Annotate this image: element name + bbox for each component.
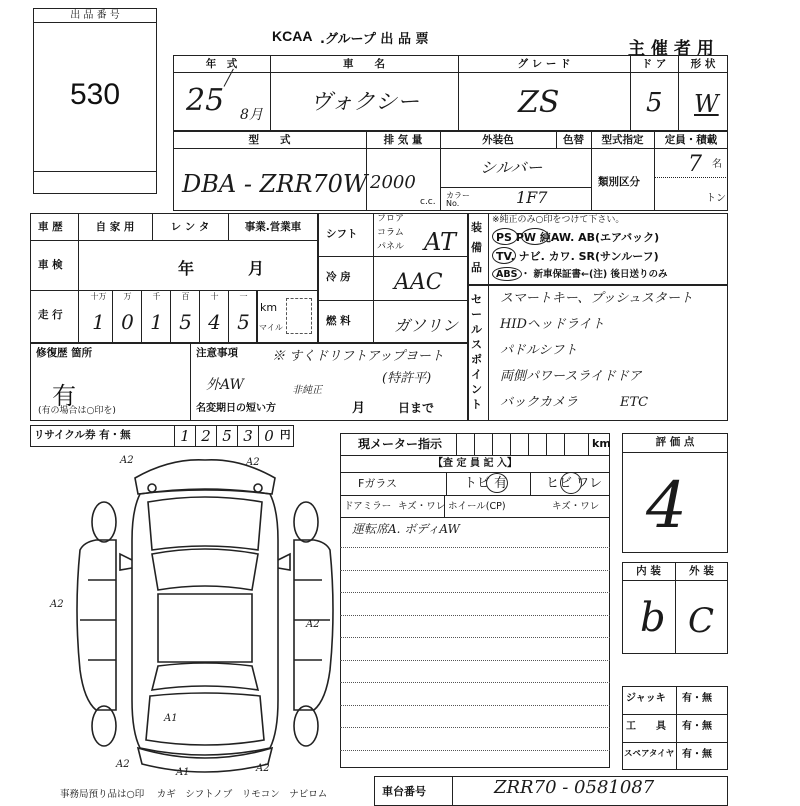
interior-label: 内 装 (636, 565, 661, 577)
mileage-digit: 0 (121, 310, 134, 334)
glass-chip[interactable]: トビ 有 (464, 476, 508, 491)
sales-point-item: 両側パワースライドドア (500, 369, 642, 384)
diagram-mark-5: A2 (116, 759, 130, 770)
name-change-day: 日まで (398, 401, 435, 415)
displacement-value: 2000 (370, 172, 416, 193)
car-left-door-line (80, 580, 116, 660)
month-value: 8月 (240, 107, 263, 123)
comment-line (340, 682, 610, 683)
notes-line1: ※ すくドリフトアップヨート (272, 349, 444, 364)
tools-label: 工 具 (626, 721, 666, 732)
car-mirror-left (120, 554, 132, 570)
car-left-side (77, 540, 116, 710)
inspection-month: 月 (248, 259, 265, 278)
doors-value: 5 (646, 88, 663, 118)
diagram-mark-6: A2 (256, 763, 270, 774)
sales-point-item: HIDヘッドライト (500, 317, 605, 332)
shift-panel[interactable]: パネル (377, 242, 405, 252)
mileage-digit: 5 (237, 310, 250, 334)
history-option-private[interactable]: 自 家 用 (95, 221, 135, 233)
name-change-month: 月 (352, 401, 366, 416)
comment-line (340, 615, 610, 616)
comment-line (340, 547, 610, 548)
shape-label: 形 状 (690, 58, 716, 70)
car-headlight-right (254, 484, 262, 492)
car-wheel-rear-left (92, 706, 116, 746)
color-no-value: 1F7 (516, 188, 548, 207)
score-value: 4 (646, 469, 687, 543)
model-value: DBA - ZRR70W (182, 170, 368, 198)
equipment-line2: TV. ナビ. カワ. SR(サンルーフ) (496, 250, 659, 263)
equipment-line1: PS PW 純AW. AB(エアバック) (496, 231, 660, 244)
notes-line2: (特許平) (382, 371, 432, 386)
wheel-status[interactable]: キズ・ワレ (552, 501, 600, 512)
comment-line (340, 637, 610, 638)
diagram-mark-7: A1 (164, 713, 178, 724)
lot-bottom-box (33, 172, 157, 194)
meter-km: km (592, 437, 611, 450)
car-diagram (40, 450, 340, 790)
mileage-digit-cell (113, 290, 142, 343)
car-wheel-front-right (294, 502, 318, 542)
car-value: ヴォクシー (310, 90, 420, 115)
sales-point-item: パドルシフト (500, 343, 578, 358)
mileage-digit: 1 (92, 310, 105, 334)
cc-label: c.c. (420, 197, 436, 207)
type-designation-label: 型式指定 (601, 134, 644, 146)
equipment-side-label: 装 備 品 (471, 221, 482, 274)
mileage-mile-unit: マイル (259, 323, 283, 332)
color-value: シルバー (480, 158, 543, 177)
year-label: 年 式 (205, 58, 238, 70)
footer-text: 事務局預り品は○印 カギ シフトノブ リモコン ナビロム (60, 789, 328, 800)
car-roof (158, 594, 252, 662)
diagram-mark-1: A2 (120, 455, 134, 466)
color-no-label: カラー No. (446, 191, 470, 208)
mileage-digit: 1 (150, 310, 163, 334)
person-unit: 名 (712, 159, 722, 170)
equipment-line3: ABS ・ 新車保証書←(注) 後日送りのみ (496, 269, 668, 280)
class-label: 類別区分 (598, 176, 640, 188)
shape-value: W (694, 90, 719, 118)
glass-crack[interactable]: ヒビ ワレ (546, 476, 603, 491)
shift-value: AT (424, 228, 457, 256)
car-mirror-right (278, 554, 290, 570)
history-option-business[interactable]: 事業.営業車 (244, 221, 302, 233)
recycle-yen: 円 (280, 429, 291, 441)
car-windshield (152, 549, 258, 590)
recycle-label: リサイクル券 有・無 (34, 429, 131, 441)
grade-label: グ レ ー ド (517, 58, 571, 70)
mileage-digit-cell (84, 290, 113, 343)
lot-label: 出 品 番 号 (70, 10, 120, 21)
notes-line3: 外AW (206, 377, 244, 393)
fuel-value: ガソリン (394, 316, 459, 335)
spare-tire-label: スペアタイヤ (624, 749, 675, 759)
car-label: 車 名 (343, 58, 385, 70)
car-headlight-left (148, 484, 156, 492)
comment-line (340, 705, 610, 706)
shift-column[interactable]: コラム (377, 228, 404, 238)
displacement-label: 排 気 量 (383, 134, 423, 146)
capacity-value: 7 (688, 152, 702, 177)
header-owner: 主 催 者 用 (628, 39, 714, 59)
header-title: .グループ 出 品 票 (320, 32, 429, 47)
ext-color-label: 外装色 (482, 134, 514, 146)
mileage-digit: 5 (179, 310, 192, 334)
ton-unit: トン (706, 193, 726, 204)
equipment-note: ※純正のみ○印をつけて下さい。 (492, 215, 625, 225)
car-rear-window (152, 663, 258, 690)
recycle-digit: 1 (174, 425, 195, 447)
repair-value: 有 (52, 382, 76, 410)
history-option-rental[interactable]: レ ン タ (170, 221, 210, 233)
mileage-digit-label: 十 (210, 292, 219, 301)
recycle-digit: 2 (195, 425, 216, 447)
recycle-digit: 3 (237, 425, 258, 447)
color-change-label: 色替 (563, 134, 584, 146)
chassis-label: 車台番号 (382, 785, 426, 798)
lot-number: 530 (69, 78, 121, 111)
mileage-digit-label: 一 (239, 292, 248, 301)
header-brand: KCAA (272, 28, 313, 44)
car-wheel-rear-right (294, 706, 318, 746)
comment-line (340, 727, 610, 728)
diagram-mark-4: A2 (306, 619, 320, 630)
sales-point-item: ETC (620, 395, 649, 410)
sales-points-side-label: セールスポイント (471, 293, 482, 411)
mileage-digit-cell (200, 290, 229, 343)
comment-line (340, 660, 610, 661)
notes-label: 注意事項 (196, 347, 238, 359)
notes-line4: 非純正 (292, 385, 322, 396)
repair-note: (有の場合は○印を) (38, 406, 116, 416)
interior-value: b (640, 595, 666, 641)
car-wheel-front-left (92, 502, 116, 542)
recycle-digit: 5 (216, 425, 237, 447)
car-hood (148, 497, 262, 550)
score-label: 評 価 点 (655, 436, 695, 448)
ac-value: AAC (394, 270, 443, 295)
mileage-digit-label: 千 (152, 292, 161, 301)
mileage-digit-label: 十万 (90, 292, 107, 301)
model-label: 型 式 (248, 134, 291, 146)
door-mirror-status[interactable]: キズ・ワレ (398, 501, 446, 512)
mileage-digit-cell (229, 290, 258, 343)
sales-point-item: スマートキー、プッシュスタート (500, 291, 694, 306)
jack-label: ジャッキ (626, 693, 666, 704)
car-body-outline (132, 489, 278, 755)
mileage-digit-cell (171, 290, 200, 343)
recycle-digit: 0 (258, 425, 279, 447)
comment-line (340, 592, 610, 593)
shift-floor[interactable]: フロア (377, 214, 405, 224)
diagram-mark-3: A2 (50, 599, 64, 610)
mileage-label: 走 行 (38, 309, 63, 321)
inspector-comment: 運転席A. ボディAW (352, 522, 460, 536)
sales-point-item: バックカメラ (500, 395, 579, 410)
meter-label: 現メーター指示 (358, 437, 443, 451)
spare-tire-value[interactable]: 有・無 (682, 749, 712, 760)
repair-label: 修復歴 箇所 (36, 347, 93, 359)
exterior-value: C (688, 601, 715, 641)
mileage-digit-label: 万 (123, 292, 132, 301)
grade-value: ZS (518, 85, 560, 120)
fuel-label: 燃 料 (326, 315, 351, 327)
shift-label: シフト (326, 228, 358, 240)
wheel-label: ホイール(CP) (448, 501, 506, 512)
comment-line (340, 570, 610, 571)
diagram-mark-8: A1 (176, 767, 190, 778)
inspection-label: 車 検 (38, 259, 63, 271)
tools-value[interactable]: 有・無 (682, 721, 712, 732)
exterior-label: 外 装 (689, 565, 714, 577)
mileage-digit: 4 (208, 310, 221, 334)
front-glass-label: Fガラス (358, 477, 397, 490)
inspection-year: 年 (178, 259, 195, 278)
doors-label: ド ア (641, 58, 667, 70)
name-change-label: 名変期日の短い方 (196, 403, 276, 414)
diagram-mark-2: A2 (246, 457, 260, 468)
mileage-digit-cell (142, 290, 171, 343)
capacity-label: 定員・積載 (664, 134, 718, 146)
history-label: 車 歴 (38, 221, 63, 233)
chassis-value: ZRR70 - 0581087 (494, 777, 655, 798)
door-mirror-label: ドアミラー (344, 501, 392, 512)
inspector-entry-label: 【査 定 員 記 入】 (433, 458, 517, 469)
year-value: 25 (186, 83, 225, 118)
comment-line (340, 750, 610, 751)
mileage-km-unit: km (260, 301, 278, 314)
jack-value[interactable]: 有・無 (682, 693, 712, 704)
ac-label: 冷 房 (326, 271, 351, 283)
mileage-digit-label: 百 (181, 292, 190, 301)
